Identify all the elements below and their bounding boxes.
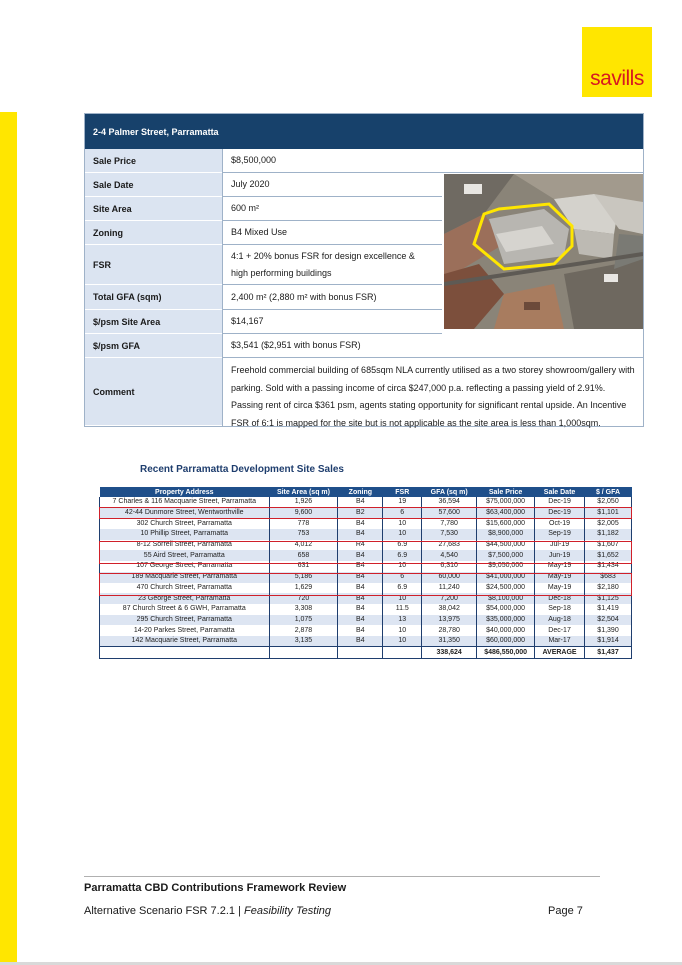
label-sale-date: Sale Date <box>85 173 222 197</box>
table-cell: $44,500,000 <box>477 540 535 551</box>
sales-header-row <box>100 487 632 497</box>
table-cell: $8,100,000 <box>477 593 535 604</box>
table-cell: 10 <box>383 529 422 540</box>
table-cell: Mar-17 <box>535 636 585 647</box>
table-row <box>100 636 632 647</box>
table-cell: B4 <box>338 636 383 647</box>
totals-cell: AVERAGE <box>535 647 585 659</box>
table-cell: $75,000,000 <box>477 497 535 508</box>
table-cell: Dec-19 <box>535 497 585 508</box>
table-row <box>100 572 632 583</box>
footer-divider <box>84 876 600 877</box>
table-cell: B4 <box>338 583 383 594</box>
table-cell: B4 <box>338 497 383 508</box>
table-cell: $2,504 <box>585 615 632 626</box>
table-row <box>100 583 632 594</box>
table-cell: 4,012 <box>269 540 338 551</box>
table-cell: 42-44 Dunmore Street, Wentworthville <box>100 508 270 519</box>
table-cell: Aug-18 <box>535 615 585 626</box>
table-cell: $60,000,000 <box>477 636 535 647</box>
label-psm-site-area: $/psm Site Area <box>85 310 222 334</box>
table-cell: 7,530 <box>422 529 477 540</box>
table-cell: 57,600 <box>422 508 477 519</box>
totals-cell: $1,437 <box>585 647 632 659</box>
totals-cell <box>100 647 270 659</box>
label-total-gfa: Total GFA (sqm) <box>85 285 222 310</box>
table-cell: 107 George Street, Parramatta <box>100 561 270 572</box>
table-cell: 7,780 <box>422 518 477 529</box>
table-row <box>100 497 632 508</box>
table-cell: Jun-19 <box>535 550 585 561</box>
table-cell: 28,780 <box>422 625 477 636</box>
table-row <box>100 561 632 572</box>
table-cell: Dec-18 <box>535 593 585 604</box>
table-cell: 6.9 <box>383 540 422 551</box>
table-cell: 1,629 <box>269 583 338 594</box>
table-cell: $1,434 <box>585 561 632 572</box>
table-cell: 14-20 Parkes Street, Parramatta <box>100 625 270 636</box>
totals-cell <box>269 647 338 659</box>
table-cell: B4 <box>338 604 383 615</box>
col-zoning: Zoning <box>338 487 383 497</box>
table-cell: $1,914 <box>585 636 632 647</box>
sales-table-title: Recent Parramatta Development Site Sales <box>140 464 344 475</box>
table-cell: $40,000,000 <box>477 625 535 636</box>
table-cell: 23 George Street, Parramatta <box>100 593 270 604</box>
col-gfa: GFA (sq m) <box>422 487 477 497</box>
table-row <box>100 518 632 529</box>
table-row <box>100 540 632 551</box>
table-cell: $1,652 <box>585 550 632 561</box>
value-psm-gfa: $3,541 ($2,951 with bonus FSR) <box>222 334 643 358</box>
table-cell: B2 <box>338 508 383 519</box>
table-cell: B4 <box>338 550 383 561</box>
col-sale-price: Sale Price <box>477 487 535 497</box>
table-cell: 9,600 <box>269 508 338 519</box>
footer-subtitle <box>84 905 331 917</box>
table-cell: R4 <box>338 540 383 551</box>
table-cell: 7,200 <box>422 593 477 604</box>
table-row <box>100 550 632 561</box>
table-row <box>100 529 632 540</box>
value-psm-site-area: $14,167 <box>222 310 442 334</box>
logo-text: savills <box>590 67 644 90</box>
col-fsr: FSR <box>383 487 422 497</box>
table-cell: $41,000,000 <box>477 572 535 583</box>
table-cell: 142 Macquarie Street, Parramatta <box>100 636 270 647</box>
table-cell: B4 <box>338 561 383 572</box>
table-cell: $2,050 <box>585 497 632 508</box>
table-cell: Oct-19 <box>535 518 585 529</box>
table-cell: 778 <box>269 518 338 529</box>
table-cell: 302 Church Street, Parramatta <box>100 518 270 529</box>
table-cell: 55 Aird Street, Parramatta <box>100 550 270 561</box>
table-cell: 2,878 <box>269 625 338 636</box>
table-cell: $1,419 <box>585 604 632 615</box>
table-cell: $1,125 <box>585 593 632 604</box>
table-cell: 10 <box>383 636 422 647</box>
table-cell: $54,000,000 <box>477 604 535 615</box>
table-cell: 60,000 <box>422 572 477 583</box>
table-cell: $15,600,000 <box>477 518 535 529</box>
table-row <box>100 593 632 604</box>
table-cell: $2,180 <box>585 583 632 594</box>
totals-cell: $486,550,000 <box>477 647 535 659</box>
value-total-gfa: 2,400 m² (2,880 m² with bonus FSR) <box>222 285 442 310</box>
table-cell: Jul-19 <box>535 540 585 551</box>
value-zoning: B4 Mixed Use <box>222 221 442 245</box>
table-cell: $1,101 <box>585 508 632 519</box>
table-cell: 10 <box>383 593 422 604</box>
table-cell: 10 <box>383 518 422 529</box>
table-cell: May-19 <box>535 583 585 594</box>
table-cell: 720 <box>269 593 338 604</box>
label-fsr: FSR <box>85 245 222 285</box>
table-cell: 11,240 <box>422 583 477 594</box>
sales-table <box>99 487 632 659</box>
table-cell: Dec-17 <box>535 625 585 636</box>
table-cell: 11.5 <box>383 604 422 615</box>
table-cell: $24,500,000 <box>477 583 535 594</box>
table-cell: 7 Charles & 116 Macquarie Street, Parramatta <box>100 497 270 508</box>
table-cell: 5,186 <box>269 572 338 583</box>
savills-logo <box>582 27 652 97</box>
table-cell: 3,308 <box>269 604 338 615</box>
table-row <box>100 615 632 626</box>
table-cell: $683 <box>585 572 632 583</box>
table-cell: Sep-18 <box>535 604 585 615</box>
col-property-address: Property Address <box>100 487 270 497</box>
table-cell: 753 <box>269 529 338 540</box>
label-comment: Comment <box>85 358 222 426</box>
table-cell: 10 <box>383 561 422 572</box>
property-card <box>84 113 644 427</box>
footer-subtitle-text: Alternative Scenario FSR 7.2.1 | <box>84 905 244 917</box>
table-cell: 87 Church Street & 6 GWH, Parramatta <box>100 604 270 615</box>
col-price-per-gfa: $ / GFA <box>585 487 632 497</box>
table-cell: $1,390 <box>585 625 632 636</box>
label-zoning: Zoning <box>85 221 222 245</box>
table-cell: 8-12 Sorrell Street, Parramatta <box>100 540 270 551</box>
footer-title: Parramatta CBD Contributions Framework Review <box>84 882 347 894</box>
table-cell: B4 <box>338 593 383 604</box>
table-cell: 13 <box>383 615 422 626</box>
table-cell: 6 <box>383 572 422 583</box>
table-cell: 6,310 <box>422 561 477 572</box>
table-cell: Dec-19 <box>535 508 585 519</box>
left-brand-band <box>0 112 17 962</box>
table-cell: 13,975 <box>422 615 477 626</box>
value-sale-date: July 2020 <box>222 173 442 197</box>
value-fsr: 4:1 + 20% bonus FSR for design excellence & high performing buildings <box>222 245 442 285</box>
table-cell: 6 <box>383 508 422 519</box>
table-cell: 470 Church Street, Parramatta <box>100 583 270 594</box>
table-row <box>100 508 632 519</box>
table-cell: 1,075 <box>269 615 338 626</box>
table-cell: 10 <box>383 625 422 636</box>
value-comment: Freehold commercial building of 685sqm NLA currently utilised as a two storey showroom/gallery with parking. Sold with a passing income of circa $247,000 p.a. reflecting a passing yield of 2.91%. Passing rent of circa $361 psm, agents stating opportunity for significant rental upside. An Incentive FSR of 6:1 is mapped for the site but is not applicable as the site area is less than 1,000sqm. <box>222 358 643 426</box>
table-cell: $9,050,000 <box>477 561 535 572</box>
totals-cell: 338,624 <box>422 647 477 659</box>
table-cell: B4 <box>338 615 383 626</box>
totals-cell <box>338 647 383 659</box>
table-cell: 31,350 <box>422 636 477 647</box>
table-cell: $2,005 <box>585 518 632 529</box>
value-site-area: 600 m² <box>222 197 442 221</box>
table-cell: 38,042 <box>422 604 477 615</box>
table-cell: 295 Church Street, Parramatta <box>100 615 270 626</box>
table-cell: B4 <box>338 572 383 583</box>
table-cell: 19 <box>383 497 422 508</box>
table-cell: 10 Phillip Street, Parramatta <box>100 529 270 540</box>
table-cell: B4 <box>338 529 383 540</box>
footer-subtitle-section: Feasibility Testing <box>244 905 332 917</box>
table-cell: 27,683 <box>422 540 477 551</box>
table-cell: 3,135 <box>269 636 338 647</box>
table-cell: May-19 <box>535 561 585 572</box>
table-cell: 658 <box>269 550 338 561</box>
label-psm-gfa: $/psm GFA <box>85 334 222 358</box>
property-title: 2-4 Palmer Street, Parramatta <box>85 114 643 149</box>
table-cell: $35,000,000 <box>477 615 535 626</box>
table-cell: 4,540 <box>422 550 477 561</box>
table-cell: 6.9 <box>383 550 422 561</box>
table-cell: B4 <box>338 518 383 529</box>
table-cell: May-19 <box>535 572 585 583</box>
label-sale-price: Sale Price <box>85 149 222 173</box>
table-cell: 189 Macquarie Street, Parramatta <box>100 572 270 583</box>
table-cell: $1,182 <box>585 529 632 540</box>
table-cell: $1,607 <box>585 540 632 551</box>
table-cell: 36,594 <box>422 497 477 508</box>
col-site-area: Site Area (sq m) <box>269 487 338 497</box>
table-cell: 1,926 <box>269 497 338 508</box>
value-sale-price: $8,500,000 <box>222 149 643 173</box>
totals-cell <box>383 647 422 659</box>
table-cell: 631 <box>269 561 338 572</box>
totals-row <box>100 647 632 659</box>
table-cell: Sep-19 <box>535 529 585 540</box>
table-row <box>100 625 632 636</box>
table-cell: $63,400,000 <box>477 508 535 519</box>
table-cell: 6.9 <box>383 583 422 594</box>
table-cell: $8,900,000 <box>477 529 535 540</box>
page-number: Page 7 <box>548 905 583 917</box>
table-cell: $7,500,000 <box>477 550 535 561</box>
table-cell: B4 <box>338 625 383 636</box>
label-site-area: Site Area <box>85 197 222 221</box>
aerial-site-photo <box>444 174 643 329</box>
table-row <box>100 604 632 615</box>
col-sale-date: Sale Date <box>535 487 585 497</box>
